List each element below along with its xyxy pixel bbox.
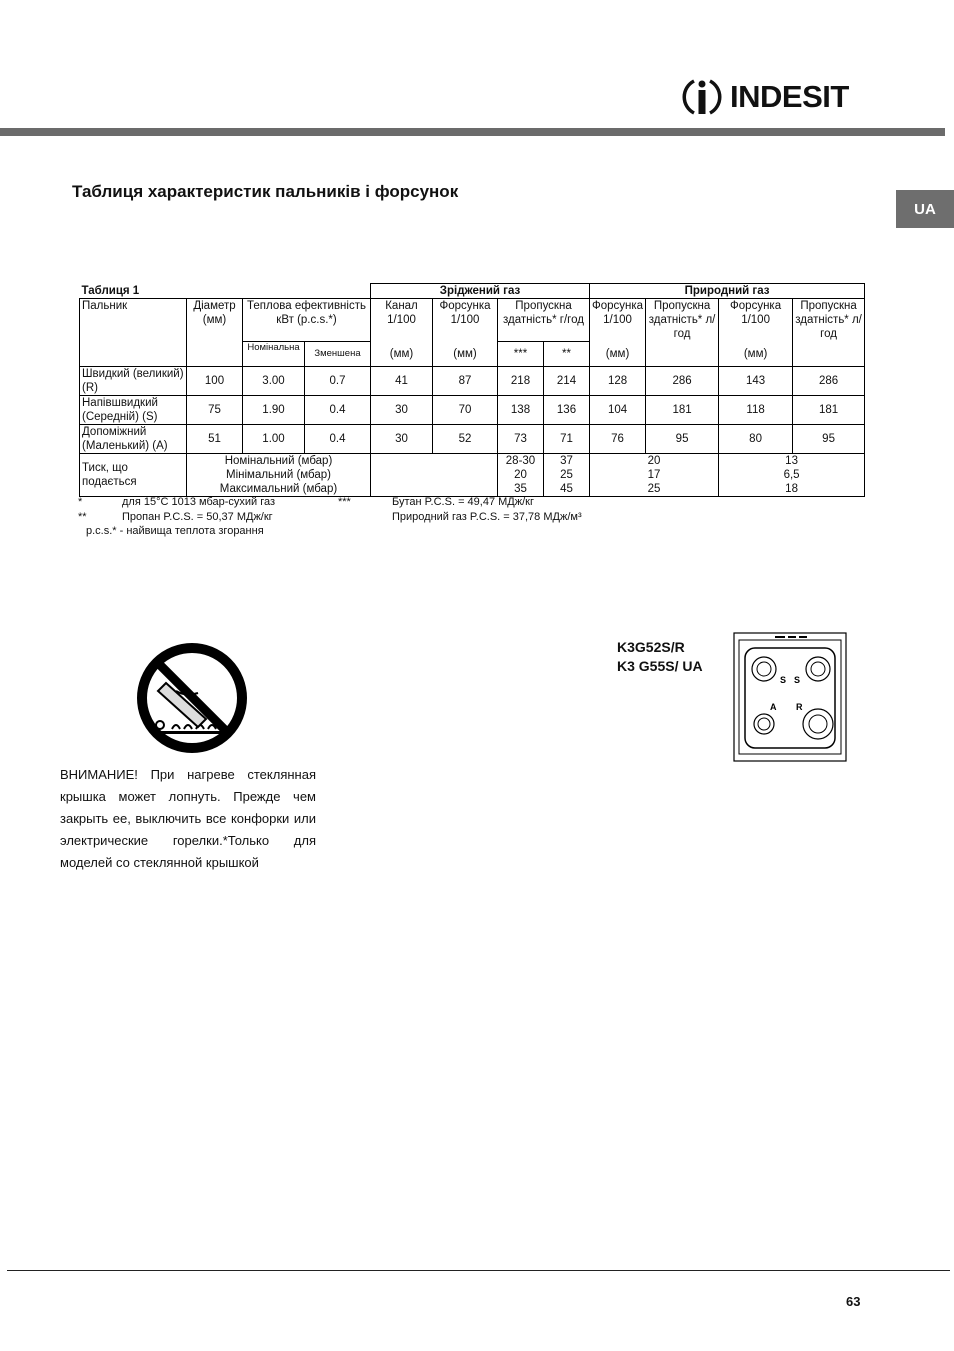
footnote-mark: ** [78, 511, 87, 523]
table-cell: 0.7 [305, 367, 371, 396]
hob-label-s1: S [780, 675, 787, 685]
model-line-1: K3G52S/R [617, 639, 685, 655]
table-cell: 136 [544, 396, 590, 425]
header-thermal: Теплова ефективність кВт (p.c.s.*) [243, 299, 371, 342]
group-natural: Природний газ [590, 284, 865, 299]
model-line-2: K3 G55S/ UA [617, 658, 703, 674]
table-cell: 87 [433, 367, 498, 396]
header-flow-lpg: Пропускна здатність* г/год [498, 299, 590, 342]
table-cell: 30 [371, 396, 433, 425]
header-flow-nat2: Пропускна здатність* л/год [793, 299, 865, 367]
table-caption: Таблиця 1 [80, 284, 371, 299]
unit-injector-nat2: (мм) [719, 342, 793, 367]
unit-injector-lpg: (мм) [433, 342, 498, 367]
footnote-mark: *** [338, 496, 351, 508]
footnote-text: для 15°C 1013 мбар-сухий газ [122, 496, 276, 508]
header-reduced: Зменшена [305, 342, 371, 367]
table-cell: 286 [646, 367, 719, 396]
pressure-empty [371, 454, 498, 497]
pressure-value: 28-30 [505, 455, 536, 467]
table-cell: 181 [793, 396, 865, 425]
pressure-value: 25 [647, 483, 661, 495]
table-footnotes [78, 495, 638, 539]
row-burner-name: Напівшвидкий (Середній) (S) [80, 396, 187, 425]
header-diameter: Діаметр (мм) [187, 299, 243, 367]
table-cell: 128 [590, 367, 646, 396]
table-cell: 118 [719, 396, 793, 425]
unit-bypass: (мм) [371, 342, 433, 367]
footnote-text: Природний газ P.C.S. = 37,78 МДж/м³ [392, 511, 582, 523]
table-cell: 0.4 [305, 396, 371, 425]
header-butane-mark: *** [498, 342, 544, 367]
table-cell: 286 [793, 367, 865, 396]
table-cell: 70 [433, 396, 498, 425]
indesit-logo [680, 74, 855, 120]
pressure-min-label: Мінімальний (мбар) [226, 469, 331, 481]
group-lpg: Зріджений газ [371, 284, 590, 299]
table-cell: 1.00 [243, 425, 305, 454]
no-closing-lid-icon [136, 641, 248, 760]
unit-injector-nat1: (мм) [590, 342, 646, 367]
header-bypass: Канал 1/100 [371, 299, 433, 342]
footnote-text: Бутан P.C.S. = 49,47 МДж/кг [392, 496, 534, 508]
table-cell: 95 [646, 425, 719, 454]
pressure-value: 45 [560, 483, 573, 495]
pressure-nominal-label: Номінальний (мбар) [224, 455, 333, 467]
hob-label-r: R [796, 702, 803, 712]
pressure-value: 6,5 [783, 469, 800, 481]
table-cell: 104 [590, 396, 646, 425]
pressure-label: Тиск, що подається [80, 454, 187, 497]
warning-text: ВНИМАНИЕ! При нагреве стеклянная крышка может лопнуть. Прежде чем закрыть ее, выключить все конфорки или электрические горелки.*Только для моделей со стеклянной крышкой [60, 767, 316, 870]
hob-label-a: A [770, 702, 777, 712]
table-cell: 73 [498, 425, 544, 454]
language-tab: UA [896, 190, 954, 228]
pressure-propane [544, 454, 590, 497]
table-cell: 1.90 [243, 396, 305, 425]
table-cell: 3.00 [243, 367, 305, 396]
model-names [617, 638, 703, 676]
table-cell: 214 [544, 367, 590, 396]
page-number: 63 [846, 1294, 861, 1309]
footer-divider [7, 1270, 950, 1271]
pressure-value: 37 [560, 455, 573, 467]
table-cell: 41 [371, 367, 433, 396]
page-title: Таблиця характеристик пальників і форсунок [72, 182, 459, 201]
pressure-value: 35 [514, 483, 527, 495]
brand-name: INDESIT [730, 79, 849, 114]
header-injector-nat2: Форсунка 1/100 [719, 299, 793, 342]
table-cell: 76 [590, 425, 646, 454]
header-injector-lpg: Форсунка 1/100 [433, 299, 498, 342]
header-propane-mark: ** [544, 342, 590, 367]
hob-label-s2: S [794, 675, 801, 685]
table-cell: 95 [793, 425, 865, 454]
pressure-natural1 [590, 454, 719, 497]
pressure-natural2 [719, 454, 865, 497]
table-cell: 143 [719, 367, 793, 396]
pressure-butane [498, 454, 544, 497]
pressure-max-label: Максимальний (мбар) [219, 483, 338, 495]
burner-table [79, 283, 865, 497]
table-cell: 0.4 [305, 425, 371, 454]
table-cell: 71 [544, 425, 590, 454]
pressure-value: 20 [647, 455, 661, 467]
table-cell: 218 [498, 367, 544, 396]
table-cell: 52 [433, 425, 498, 454]
pressure-value: 25 [560, 469, 573, 481]
pressure-value: 18 [785, 483, 798, 495]
header-bar [0, 128, 945, 136]
row-burner-name: Допоміжний (Маленький) (A) [80, 425, 187, 454]
row-burner-name: Швидкий (великий) (R) [80, 367, 187, 396]
pressure-levels [187, 454, 371, 497]
table-cell: 51 [187, 425, 243, 454]
footnote-mark: * [78, 496, 83, 508]
indesit-i-icon [680, 75, 724, 119]
header-nominal: Номінальна [243, 342, 305, 367]
footnote-text: Пропан P.C.S. = 50,37 МДж/кг [122, 511, 273, 523]
pressure-value: 17 [647, 469, 661, 481]
table-cell: 30 [371, 425, 433, 454]
table-cell: 80 [719, 425, 793, 454]
table-cell: 138 [498, 396, 544, 425]
pressure-value: 20 [514, 469, 527, 481]
hob-diagram [733, 632, 847, 767]
footnote-pcs: p.c.s.* - найвища теплота згорання [86, 525, 264, 537]
header-injector-nat1: Форсунка 1/100 [590, 299, 646, 342]
table-cell: 181 [646, 396, 719, 425]
header-flow-nat1: Пропускна здатність* л/год [646, 299, 719, 367]
table-cell: 100 [187, 367, 243, 396]
table-cell: 75 [187, 396, 243, 425]
pressure-value: 13 [785, 455, 798, 467]
header-burner: Пальник [80, 299, 187, 367]
